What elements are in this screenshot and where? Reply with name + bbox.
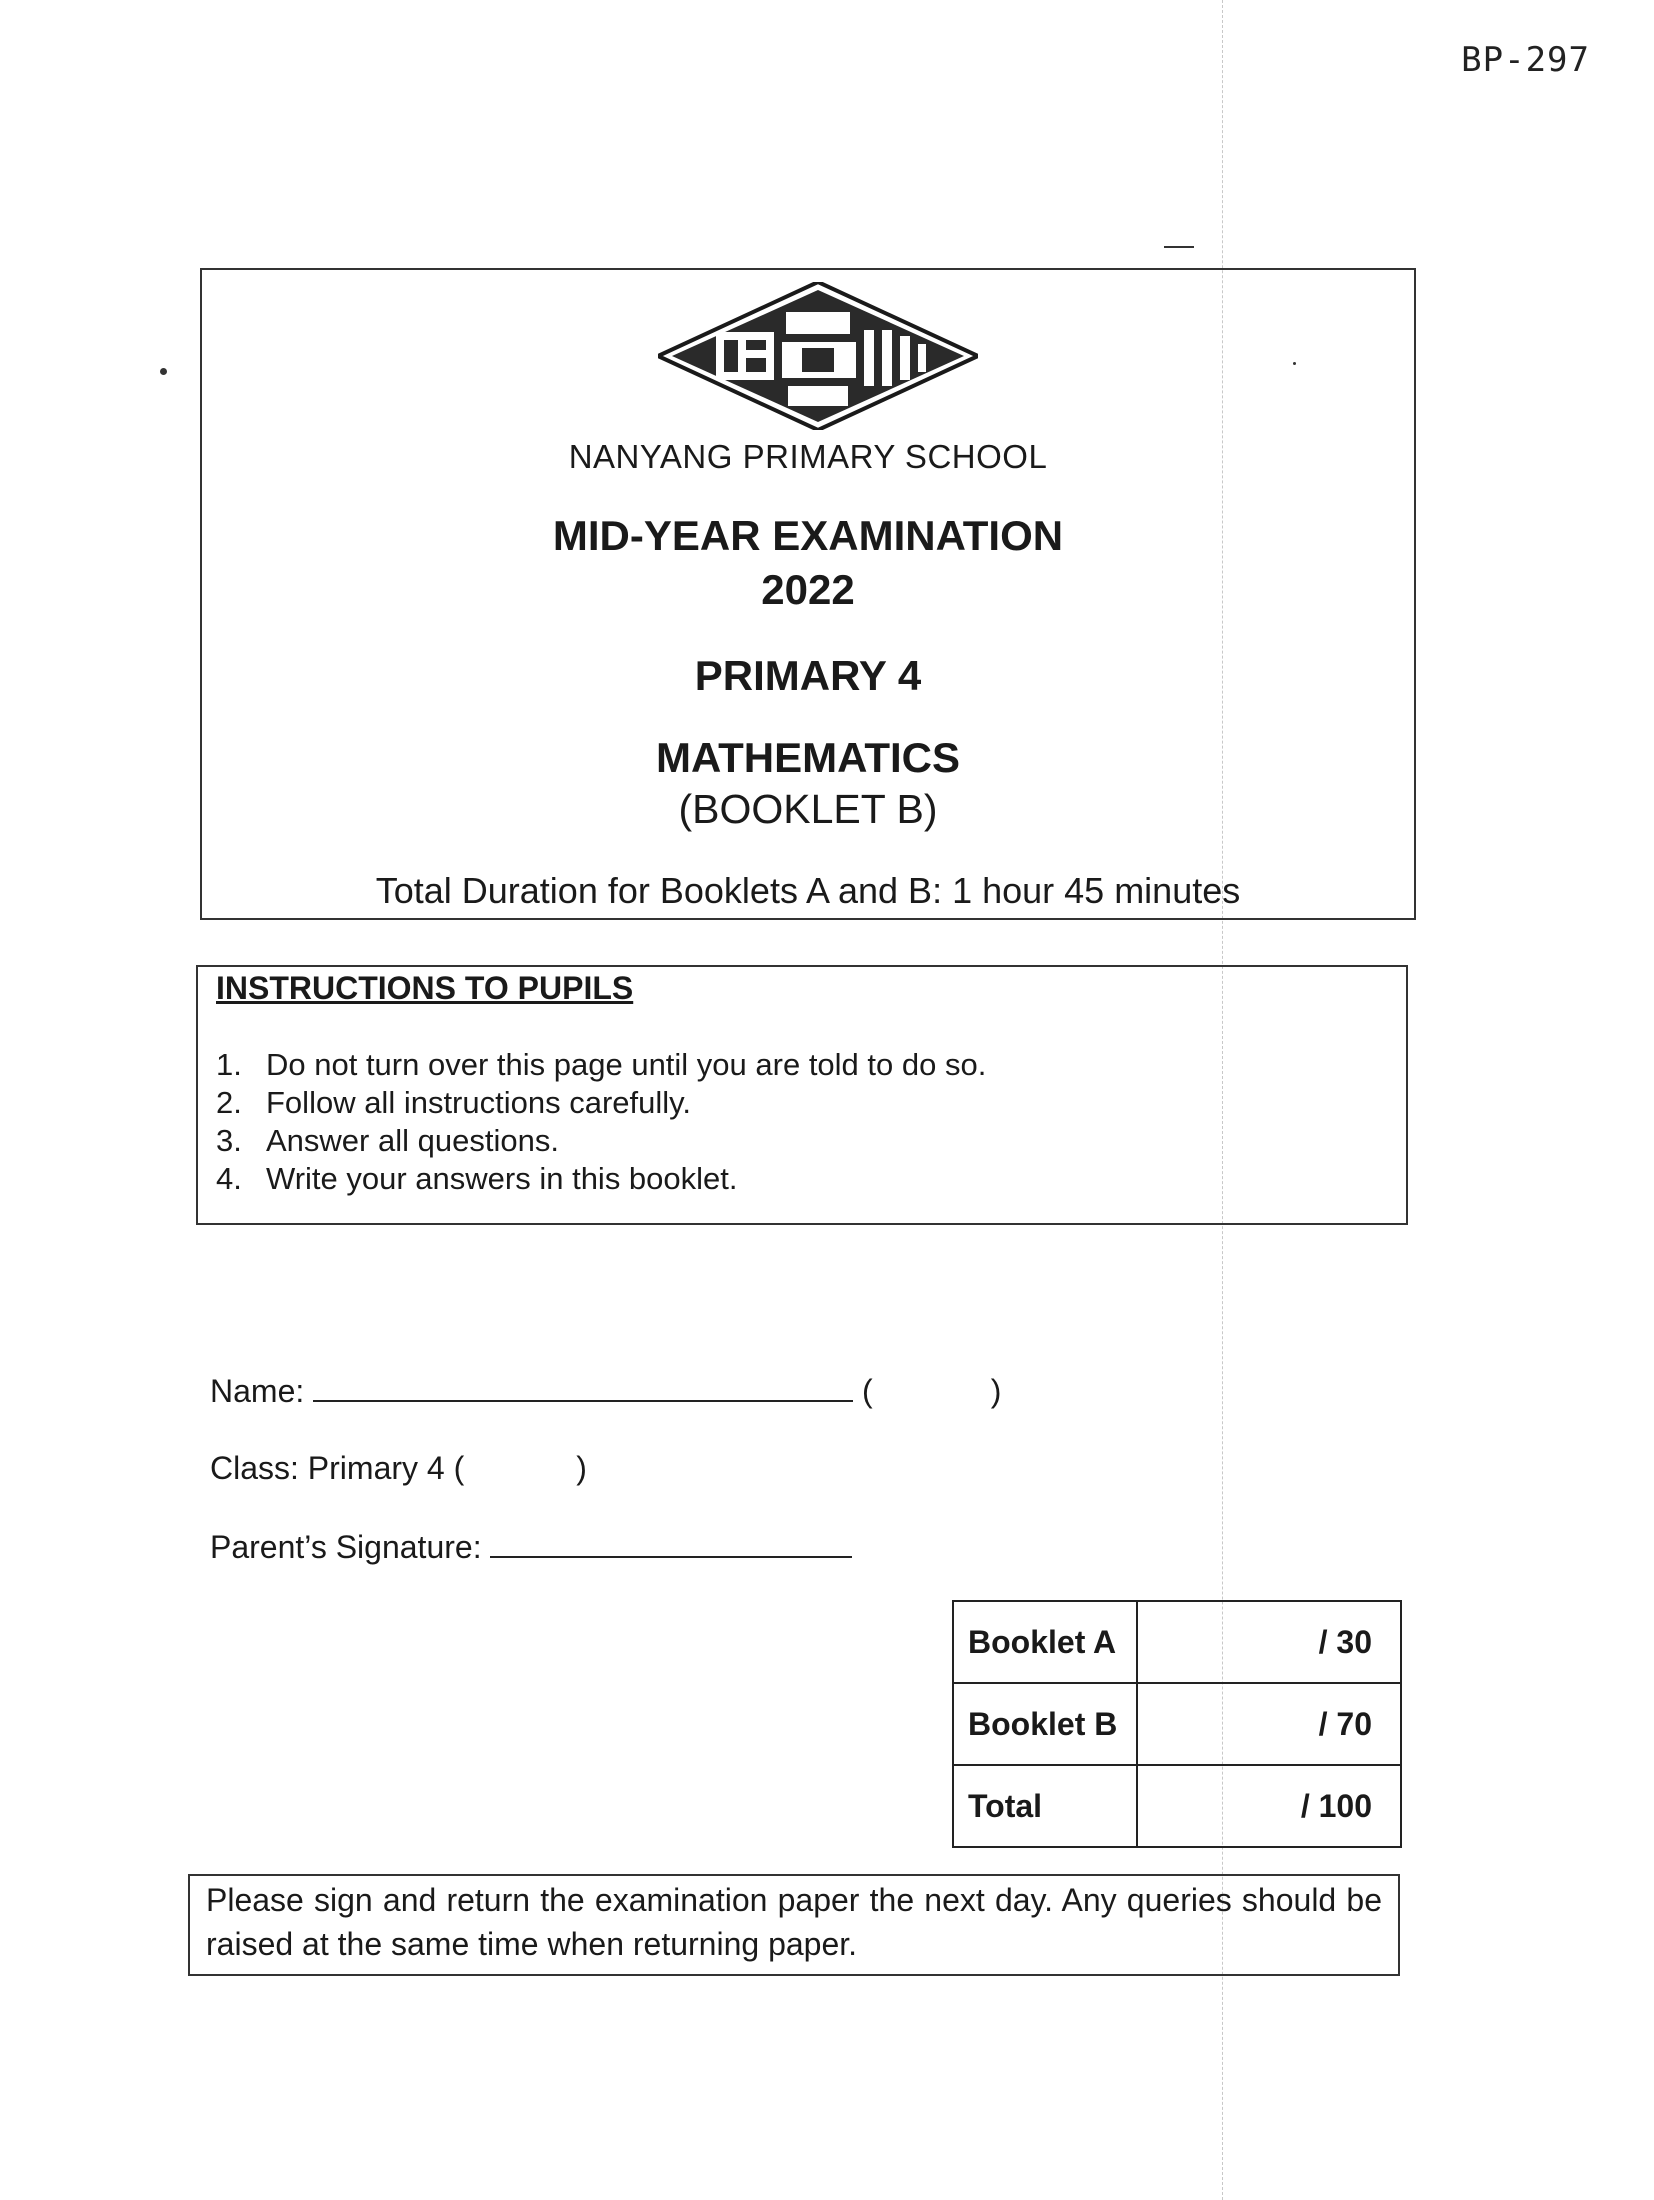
- exam-duration: Total Duration for Booklets A and B: 1 hour 45 minutes: [375, 870, 1241, 911]
- document-code: BP-297: [1461, 40, 1590, 80]
- score-out-of: / 30: [1137, 1601, 1401, 1683]
- score-label: Booklet A: [953, 1601, 1137, 1683]
- instructions-title: INSTRUCTIONS TO PUPILS: [216, 970, 634, 1006]
- booklet-label: (BOOKLET B): [678, 786, 938, 832]
- exam-level: PRIMARY 4: [694, 652, 922, 699]
- signature-line[interactable]: [490, 1528, 852, 1558]
- index-close: ): [990, 1373, 1002, 1409]
- signature-field[interactable]: [210, 1528, 852, 1566]
- exam-title: MID-YEAR EXAMINATION: [552, 512, 1064, 559]
- score-label: Total: [953, 1765, 1137, 1847]
- table-row: [953, 1765, 1401, 1847]
- name-field[interactable]: [210, 1372, 1001, 1410]
- exam-subject: MATHEMATICS: [655, 734, 961, 781]
- class-label: Class: Primary 4 (: [210, 1450, 465, 1486]
- score-out-of: / 100: [1137, 1765, 1401, 1847]
- instruction-item: 4. Write your answers in this booklet.: [216, 1161, 738, 1196]
- name-line[interactable]: [313, 1372, 853, 1402]
- instruction-item: 2. Follow all instructions carefully.: [216, 1085, 691, 1120]
- index-open: (: [862, 1373, 873, 1409]
- instructions-list: [216, 1046, 986, 1198]
- score-out-of: / 70: [1137, 1683, 1401, 1765]
- return-note: Please sign and return the examination paper the next day. Any queries should be raised at the same time when returning paper.: [206, 1882, 1382, 1962]
- signature-label: Parent’s Signature:: [210, 1529, 482, 1565]
- exam-year: 2022: [761, 566, 855, 613]
- class-field[interactable]: [210, 1450, 587, 1487]
- instruction-item: 3. Answer all questions.: [216, 1123, 559, 1158]
- school-logo-icon: [658, 282, 978, 430]
- score-table: [952, 1600, 1402, 1848]
- scan-dash: [1164, 246, 1194, 248]
- class-close: ): [576, 1450, 587, 1486]
- instruction-item: 1. Do not turn over this page until you are told to do so.: [216, 1047, 987, 1082]
- scan-speck: [160, 368, 167, 375]
- name-label: Name:: [210, 1373, 305, 1409]
- table-row: [953, 1601, 1401, 1683]
- school-name: NANYANG PRIMARY SCHOOL: [568, 438, 1048, 475]
- table-row: [953, 1683, 1401, 1765]
- score-label: Booklet B: [953, 1683, 1137, 1765]
